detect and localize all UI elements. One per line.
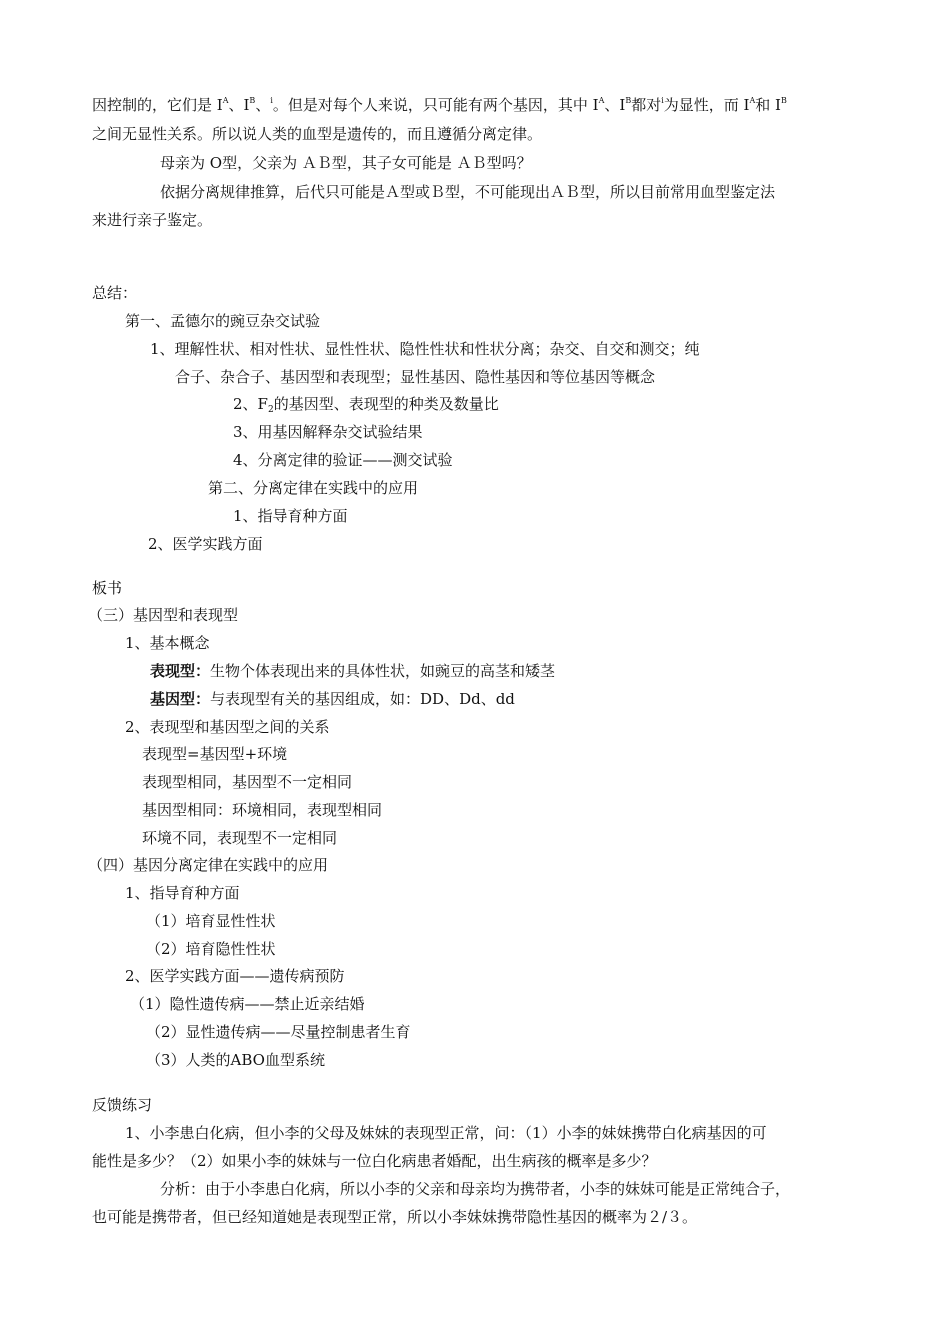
intro-line-1	[92, 95, 787, 115]
board-relation-1: 表现型=基因型+环境	[142, 745, 288, 763]
feedback-question-line-2: 能性是多少？（2）如果小李的妹妹与一位白化病患者婚配，出生病孩的概率是多少？	[92, 1152, 657, 1170]
summary-item-2: 1、理解性状、相对性状、显性性状、隐性性状和性状分离；杂交、自交和测交；纯	[150, 340, 700, 358]
board-phenotype-definition	[150, 661, 555, 681]
superscript: A	[749, 96, 756, 105]
feedback-analysis-line-2: 也可能是携带者，但已经知道她是表现型正常，所以小李妹妹携带隐性基因的概率为２/３。	[92, 1208, 698, 1226]
term-label: 基因型：	[150, 690, 211, 708]
summary-item-2-cont: 合子、杂合子、基因型和表现型；显性基因、隐性基因和等位基因等概念	[175, 368, 656, 386]
superscript: B	[625, 96, 632, 105]
board-breeding-2: （2）培育隐性性状	[146, 940, 276, 958]
board-item-breeding: 1、指导育种方面	[125, 884, 240, 902]
board-relation-4: 环境不同，表现型不一定相同	[142, 829, 338, 847]
board-breeding-1: （1）培育显性性状	[146, 912, 276, 930]
term-text: 与表现型有关的基因组成，如：DD、Dd、dd	[210, 690, 515, 708]
superscript: i	[270, 96, 273, 105]
summary-title: 总结：	[92, 284, 138, 302]
board-medical-2: （2）显性遗传病——尽量控制患者生育	[146, 1023, 411, 1041]
summary-item-3	[233, 394, 499, 414]
summary-item-6: 第二、分离定律在实践中的应用	[208, 479, 419, 497]
intro-answer-line-1: 依据分离规律推算，后代只可能是Ａ型或Ｂ型，不可能现出ＡＢ型，所以目前常用血型鉴定法	[160, 183, 776, 201]
intro-question: 母亲为 O型，父亲为 ＡＢ型，其子女可能是 ＡＢ型吗？	[160, 154, 532, 172]
feedback-analysis-line-1: 分析：由于小李患白化病，所以小李的父亲和母亲均为携带者，小李的妹妹可能是正常纯合子，	[160, 1180, 791, 1198]
text-run: 、	[255, 96, 271, 114]
superscript: B	[249, 96, 256, 105]
text-run: 都对	[631, 96, 662, 114]
text-run: 为显性，而 I	[663, 96, 750, 114]
term-text: 生物个体表现出来的具体性状，如豌豆的高茎和矮茎	[210, 662, 556, 680]
subscript: 2	[267, 405, 274, 415]
superscript: A	[222, 96, 229, 105]
board-relation-3: 基因型相同：环境相同，表现型相同	[142, 801, 383, 819]
text-run: 因控制的，它们是 I	[92, 96, 223, 114]
board-item-basic-concepts: 1、基本概念	[125, 634, 210, 652]
intro-answer-line-2: 来进行亲子鉴定。	[92, 211, 213, 229]
feedback-question-line-1: 1、小李患白化病，但小李的父母及妹妹的表现型正常，问：（1）小李的妹妹携带白化病基因的可	[125, 1124, 767, 1142]
text-run: 和 I	[755, 96, 781, 114]
feedback-title: 反馈练习	[92, 1096, 153, 1114]
summary-item-4: 3、用基因解释杂交试验结果	[233, 423, 423, 441]
text-run: 的基因型、表现型的种类及数量比	[273, 395, 499, 413]
board-relation-2: 表现型相同，基因型不一定相同	[142, 773, 353, 791]
board-section-4: （四）基因分离定律在实践中的应用	[88, 856, 329, 874]
summary-item-1: 第一、孟德尔的豌豆杂交试验	[125, 312, 321, 330]
board-title: 板书	[92, 579, 123, 597]
board-section-3: （三）基因型和表现型	[88, 606, 239, 624]
board-medical-1: （1）隐性遗传病——禁止近亲结婚	[130, 995, 365, 1013]
text-run: 、I	[228, 96, 250, 114]
superscript: A	[598, 96, 605, 105]
intro-line-2: 之间无显性关系。所以说人类的血型是遗传的，而且遵循分离定律。	[92, 125, 543, 143]
board-item-medical: 2、医学实践方面——遗传病预防	[125, 967, 345, 985]
summary-item-8: 2、医学实践方面	[148, 535, 263, 553]
summary-item-7: 1、指导育种方面	[233, 507, 348, 525]
text-run: 2、F	[233, 395, 268, 413]
board-genotype-definition	[150, 689, 515, 709]
text-run: 、I	[604, 96, 626, 114]
superscript: B	[780, 96, 787, 105]
board-medical-3: （3）人类的ABO血型系统	[146, 1051, 325, 1069]
board-item-relation: 2、表现型和基因型之间的关系	[125, 718, 330, 736]
term-label: 表现型：	[150, 662, 211, 680]
summary-item-5: 4、分离定律的验证——测交试验	[233, 451, 453, 469]
text-run: 。但是对每个人来说，只可能有两个基因，其中 I	[272, 96, 599, 114]
superscript: i	[661, 96, 664, 105]
